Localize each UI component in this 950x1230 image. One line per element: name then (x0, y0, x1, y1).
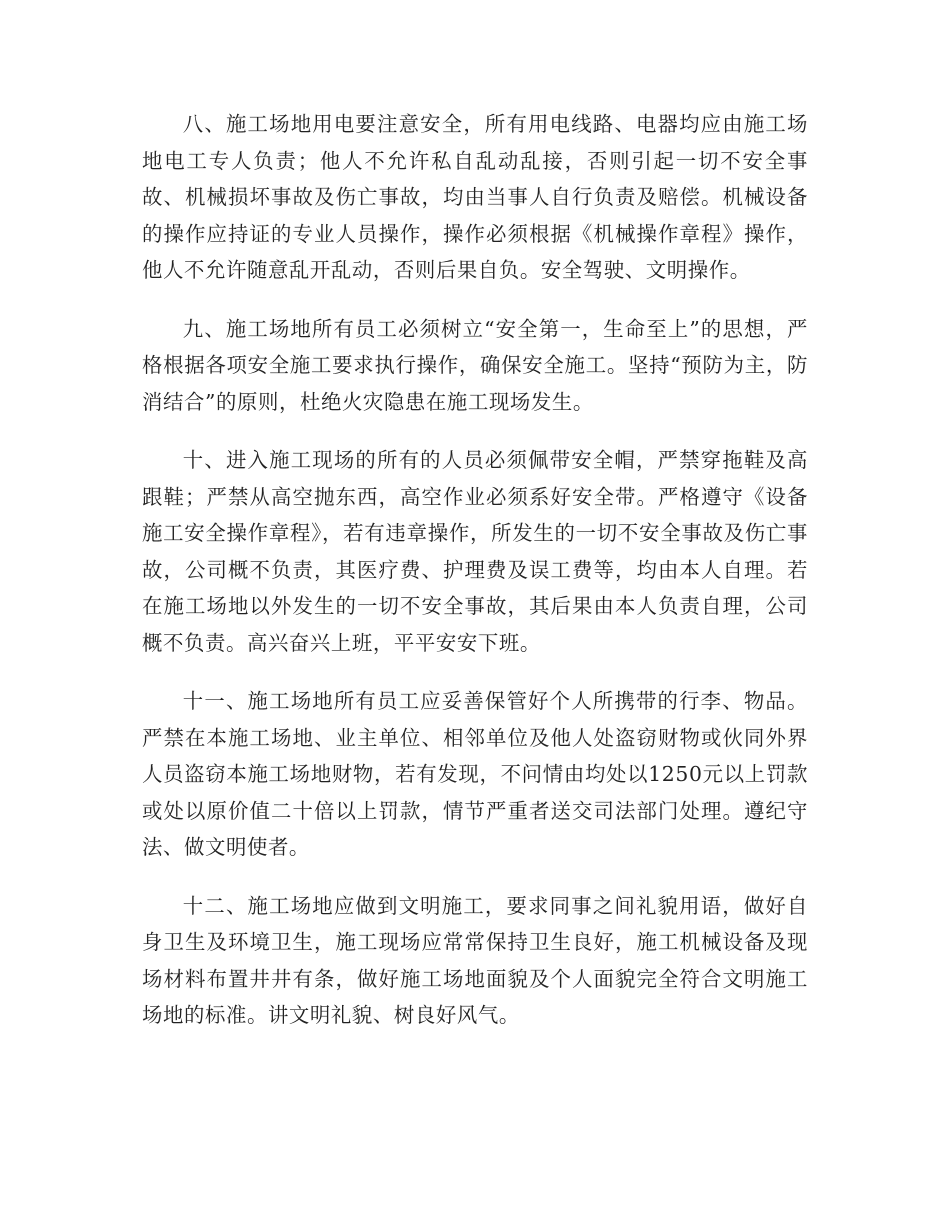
paragraph-9: 九、施工场地所有员工必须树立“安全第一，生命至上”的思想，严格根据各项安全施工要求执行操作，确保安全施工。坚持“预防为主，防消结合”的原则，杜绝火灾隐患在施工现场发生。 (142, 316, 808, 414)
paragraph-8: 八、施工场地用电要注意安全，所有用电线路、电器均应由施工场地电工专人负责；他人不允许私自乱动乱接，否则引起一切不安全事故、机械损坏事故及伤亡事故，均由当事人自行负责及赔偿。机械设备的操作应持证的专业人员操作，操作必须根据《机械操作章程》操作，他人不允许随意乱开乱动，否则后果自负。安全驾驶、文明操作。 (142, 112, 808, 282)
document-page (142, 106, 808, 1056)
paragraph-11: 十一、施工场地所有员工应妥善保管好个人所携带的行李、物品。严禁在本施工场地、业主单位、相邻单位及他人处盗窃财物或伙同外界人员盗窃本施工场地财物，若有发现，不问情由均处以1250元以上罚款或处以原价值二十倍以上罚款，情节严重者送交司法部门处理。遵纪守法、做文明使者。 (142, 689, 808, 859)
paragraph-10: 十、进入施工现场的所有的人员必须佩带安全帽，严禁穿拖鞋及高跟鞋；严禁从高空抛东西，高空作业必须系好安全带。严格遵守《设备施工安全操作章程》，若有违章操作，所发生的一切不安全事故及伤亡事故，公司概不负责，其医疗费、护理费及误工费等，均由本人自理。若在施工场地以外发生的一切不安全事故，其后果由本人负责自理，公司概不负责。高兴奋兴上班，平平安安下班。 (142, 448, 808, 655)
paragraph-12: 十二、施工场地应做到文明施工，要求同事之间礼貌用语，做好自身卫生及环境卫生，施工现场应常常保持卫生良好，施工机械设备及现场材料布置井井有条，做好施工场地面貌及个人面貌完全符合文明施工场地的标准。讲文明礼貌、树良好风气。 (142, 893, 808, 1027)
